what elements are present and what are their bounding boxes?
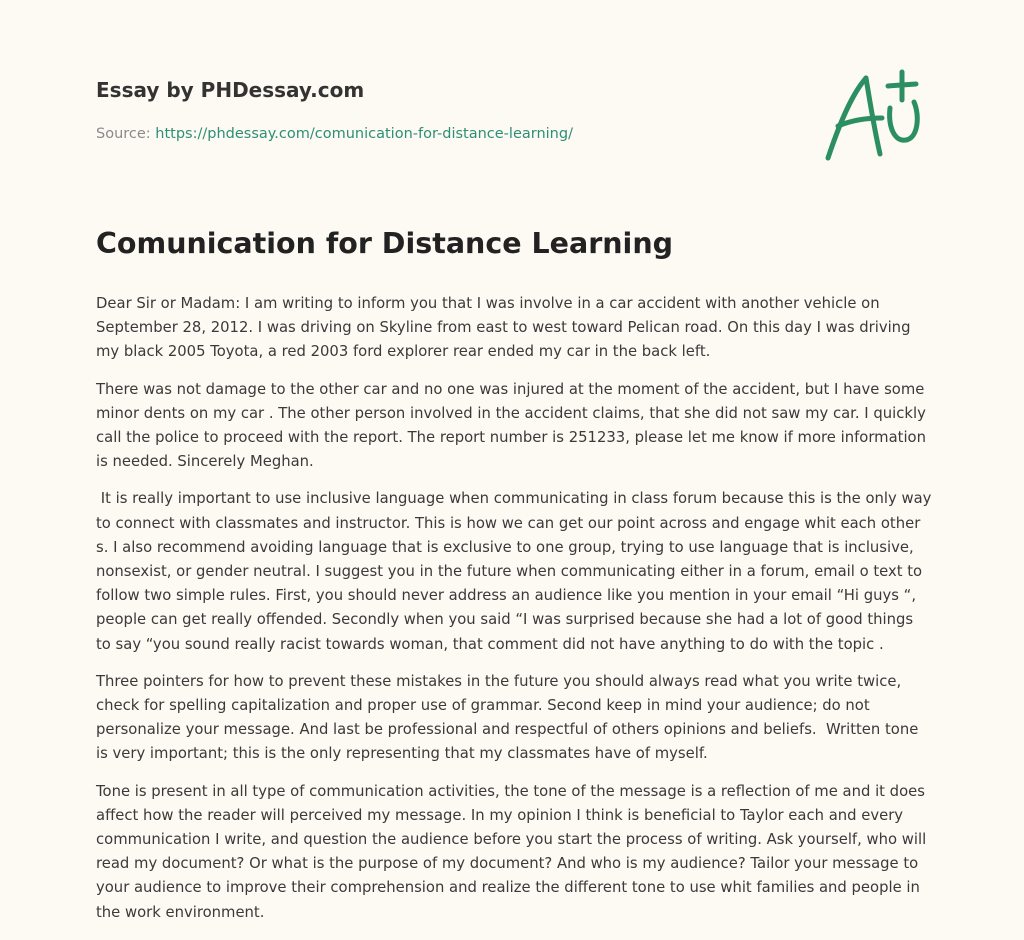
- source-line: [96, 124, 796, 144]
- essay-paragraph: Three pointers for how to prevent these mistakes in the future you should always read what you write twice, check for spelling capitalization and proper use of grammar. Second keep in mind your audience; do not personalize your message. And last be professional and respectful of others opinions and beliefs. Written tone is very important; this is the only representing that my classmates have of myself.: [96, 672, 924, 763]
- a-plus-logo-icon: [818, 62, 936, 172]
- essay-title: Comunication for Distance Learning: [96, 227, 674, 260]
- header: [96, 76, 796, 144]
- source-label: Source:: [96, 126, 156, 142]
- essay-paragraph: There was not damage to the other car and no one was injured at the moment of the accident, but I have some minor dents on my car . The other person involved in the accident claims, that she did not saw my car. I quickly call the police to proceed with the report. The report number is 251233, please let me know if more information is needed. Sincerely Meghan.: [96, 380, 931, 471]
- essay-paragraph: Dear Sir or Madam: I am writing to inform you that I was involve in a car accident with another vehicle on September 28, 2012. I was driving on Skyline from east to west toward Pelican road. On this day I was driving my black 2005 Toyota, a red 2003 ford explorer rear ended my car in the back left.: [96, 295, 916, 361]
- essay-paragraph: It is really important to use inclusive language when communicating in class forum because this is the only way to connect with classmates and instructor. This is how we can get our point across and engage whit each other s. I also recommend avoiding language that is exclusive to one group, trying to use language that is inclusive, nonsexist, or gender neutral. I suggest you in the future when communicating either in a forum, email o text to follow two simple rules. First, you should never address an audience like you mention in your email “Hi guys “, people can get really offended. Secondly when you said “I was surprised because she had a lot of good things to say “you sound really racist towards woman, that comment did not have anything to do with the topic .: [96, 490, 937, 653]
- essay-article: [96, 222, 937, 938]
- essay-paragraph: Tone is present in all type of communication activities, the tone of the message is a reflection of me and it does affect how the reader will perceived my message. In my opinion I think is beneficial to Taylor each and every communication I write, and question the audience before you start the process of writing. Ask yourself, who will read my document? Or what is the purpose of my document? And who is my audience? Tailor your message to your audience to improve their comprehension and realize the different tone to use whit families and people in the work environment.: [96, 782, 931, 921]
- source-link[interactable]: https://phdessay.com/comunication-for-distance-learning/: [155, 126, 573, 142]
- site-title: Essay by PHDessay.com: [96, 78, 365, 102]
